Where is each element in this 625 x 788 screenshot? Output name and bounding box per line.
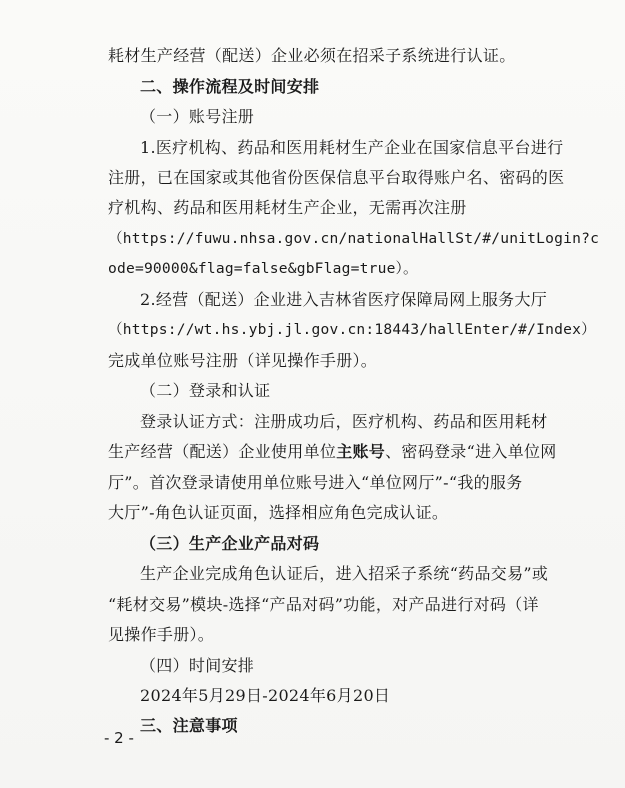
subsection-heading: （二）登录和认证 [140,381,271,400]
url-line: （https://wt.hs.ybj.jl.gov.cn:18443/hallEnter/#/Index） [108,321,596,338]
section-heading: 二、操作流程及时间安排 [140,77,320,96]
paragraph-line [108,442,557,462]
paragraph-line: 见操作手册）。 [108,625,215,644]
paragraph-line: 大厅”-角色认证页面，选择相应角色完成认证。 [108,503,449,522]
paragraph-line: 疗机构、药品和医用耗材生产企业，无需再次注册 [108,198,467,217]
subsection-heading: （一）账号注册 [140,107,255,126]
paragraph-line: 2.经营（配送）企业进入吉林省医疗保障局网上服务大厅 [140,290,548,309]
text-segment: 生产经营（配送）企业使用单位 [108,442,337,461]
section-heading: 三、注意事项 [140,716,238,735]
paragraph-line: 1.医疗机构、药品和医用耗材生产企业在国家信息平台进行 [140,138,564,157]
url-line: ode=90000&flag=false&gbFlag=true）。 [108,260,418,277]
paragraph-line: 厅”。首次登录请使用单位账号进入“单位网厅”-“我的服务 [108,473,523,492]
paragraph-line: 完成单位账号注册（详见操作手册）。 [108,351,378,370]
emphasized-text: 主账号 [336,442,386,461]
paragraph-line: 生产企业完成角色认证后，进入招采子系统“药品交易”或 [140,564,549,583]
paragraph-line: “耗材交易”模块-选择“产品对码”功能，对产品进行对码（详 [108,595,539,614]
page-number: - 2 - [104,729,134,747]
paragraph-line: 注册，已在国家或其他省份医保信息平台取得账户名、密码的医 [108,168,565,187]
text-segment: 、密码登录“进入单位网 [385,442,557,461]
url-line: （https://fuwu.nhsa.gov.cn/nationalHallSt/#/unitLogin?c [108,230,600,247]
subsection-heading: （四）时间安排 [140,656,255,675]
paragraph-line: 耗材生产经营（配送）企业必须在招采子系统进行认证。 [108,46,516,65]
date-range: 2024年5月29日-2024年6月20日 [140,686,391,705]
subsection-heading: （三）生产企业产品对码 [140,534,320,553]
paragraph-line: 登录认证方式：注册成功后，医疗机构、药品和医用耗材 [140,412,548,431]
